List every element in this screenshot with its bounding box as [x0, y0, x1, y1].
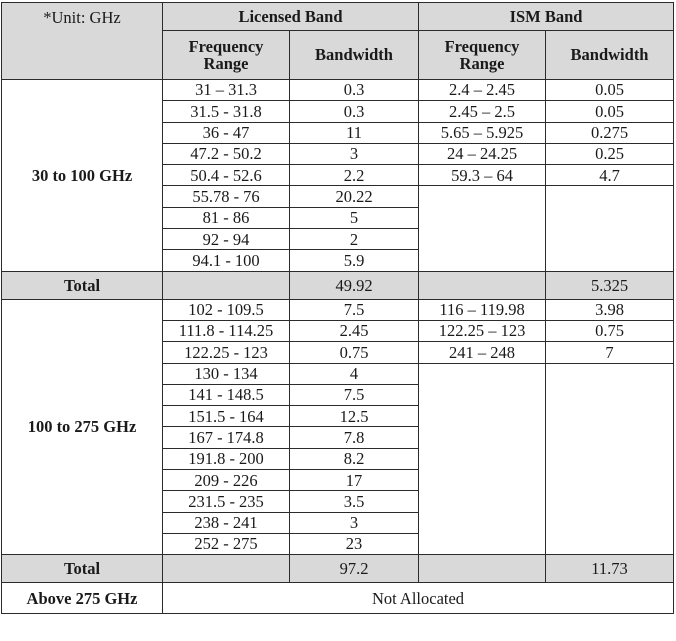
licensed-frequency-range: 167 - 174.8	[163, 427, 290, 448]
ism-bandwidth: 0.05	[546, 80, 674, 101]
total-row	[2, 555, 674, 583]
licensed-bandwidth: 3	[290, 143, 419, 164]
range-group-label: 100 to 275 GHz	[2, 299, 163, 555]
licensed-frequency-range: 31.5 - 31.8	[163, 101, 290, 122]
table-row	[2, 299, 674, 320]
licensed-frequency-range: 191.8 - 200	[163, 448, 290, 469]
licensed-bandwidth: 11	[290, 122, 419, 143]
total-empty-cell	[163, 555, 290, 583]
ism-empty-cell	[419, 363, 546, 555]
licensed-bandwidth: 7.8	[290, 427, 419, 448]
ism-bandwidth: 3.98	[546, 299, 674, 320]
licensed-band-header: Licensed Band	[163, 3, 419, 31]
unit-label: *Unit: GHz	[2, 3, 163, 80]
licensed-bandwidth: 2.45	[290, 320, 419, 341]
licensed-frequency-range: 130 - 134	[163, 363, 290, 384]
licensed-bandwidth: 0.3	[290, 101, 419, 122]
licensed-bandwidth: 2.2	[290, 165, 419, 186]
licensed-frequency-range: 50.4 - 52.6	[163, 165, 290, 186]
ism-frequency-range: 2.4 – 2.45	[419, 80, 546, 101]
licensed-bandwidth: 2	[290, 229, 419, 250]
ism-empty-cell	[546, 186, 674, 271]
licensed-frequency-range: 31 – 31.3	[163, 80, 290, 101]
frequency-allocation-table	[1, 2, 674, 614]
ism-bandwidth: 0.25	[546, 143, 674, 164]
licensed-bandwidth: 5.9	[290, 250, 419, 271]
total-ism-bandwidth: 11.73	[546, 555, 674, 583]
ism-frequency-range: 116 – 119.98	[419, 299, 546, 320]
ism-frequency-range: 24 – 24.25	[419, 143, 546, 164]
licensed-bandwidth: 17	[290, 470, 419, 491]
licensed-frequency-range: 47.2 - 50.2	[163, 143, 290, 164]
total-label: Total	[2, 271, 163, 299]
table-row	[2, 80, 674, 101]
ism-bandwidth: 7	[546, 342, 674, 363]
licensed-bandwidth: 0.75	[290, 342, 419, 363]
licensed-frequency-range: 141 - 148.5	[163, 384, 290, 405]
licensed-frequency-range: 122.25 - 123	[163, 342, 290, 363]
licensed-frequency-range: 231.5 - 235	[163, 491, 290, 512]
total-empty-cell	[163, 271, 290, 299]
ism-frequency-range: 5.65 – 5.925	[419, 122, 546, 143]
licensed-bandwidth: 7.5	[290, 299, 419, 320]
ism-frequency-range-header: Frequency Range	[419, 31, 546, 80]
licensed-bandwidth: 3.5	[290, 491, 419, 512]
licensed-frequency-range: 151.5 - 164	[163, 406, 290, 427]
ism-frequency-range: 59.3 – 64	[419, 165, 546, 186]
ism-frequency-range: 2.45 – 2.5	[419, 101, 546, 122]
ism-bandwidth: 0.275	[546, 122, 674, 143]
licensed-frequency-range: 111.8 - 114.25	[163, 320, 290, 341]
licensed-bandwidth: 7.5	[290, 384, 419, 405]
licensed-bandwidth: 0.3	[290, 80, 419, 101]
ism-bandwidth-header: Bandwidth	[546, 31, 674, 80]
licensed-bandwidth: 4	[290, 363, 419, 384]
licensed-bandwidth-header: Bandwidth	[290, 31, 419, 80]
ism-bandwidth: 0.05	[546, 101, 674, 122]
range-group-label: 30 to 100 GHz	[2, 80, 163, 272]
licensed-frequency-range: 81 - 86	[163, 207, 290, 228]
total-label: Total	[2, 555, 163, 583]
licensed-frequency-range: 209 - 226	[163, 470, 290, 491]
above-275-row	[2, 583, 674, 614]
licensed-frequency-range: 238 - 241	[163, 512, 290, 533]
ism-frequency-range: 122.25 – 123	[419, 320, 546, 341]
ism-empty-cell	[419, 186, 546, 271]
licensed-frequency-range: 94.1 - 100	[163, 250, 290, 271]
licensed-frequency-range: 55.78 - 76	[163, 186, 290, 207]
ism-frequency-range: 241 – 248	[419, 342, 546, 363]
licensed-bandwidth: 8.2	[290, 448, 419, 469]
above-275-label: Above 275 GHz	[2, 583, 163, 614]
total-row	[2, 271, 674, 299]
licensed-frequency-range: 92 - 94	[163, 229, 290, 250]
licensed-bandwidth: 20.22	[290, 186, 419, 207]
licensed-frequency-range-header: Frequency Range	[163, 31, 290, 80]
licensed-bandwidth: 12.5	[290, 406, 419, 427]
licensed-bandwidth: 5	[290, 207, 419, 228]
licensed-frequency-range: 102 - 109.5	[163, 299, 290, 320]
not-allocated-value: Not Allocated	[163, 583, 674, 614]
total-licensed-bandwidth: 49.92	[290, 271, 419, 299]
total-ism-bandwidth: 5.325	[546, 271, 674, 299]
ism-bandwidth: 4.7	[546, 165, 674, 186]
ism-empty-cell	[546, 363, 674, 555]
total-empty-cell	[419, 555, 546, 583]
licensed-bandwidth: 23	[290, 533, 419, 554]
ism-band-header: ISM Band	[419, 3, 674, 31]
licensed-bandwidth: 3	[290, 512, 419, 533]
total-licensed-bandwidth: 97.2	[290, 555, 419, 583]
licensed-frequency-range: 252 - 275	[163, 533, 290, 554]
total-empty-cell	[419, 271, 546, 299]
licensed-frequency-range: 36 - 47	[163, 122, 290, 143]
ism-bandwidth: 0.75	[546, 320, 674, 341]
